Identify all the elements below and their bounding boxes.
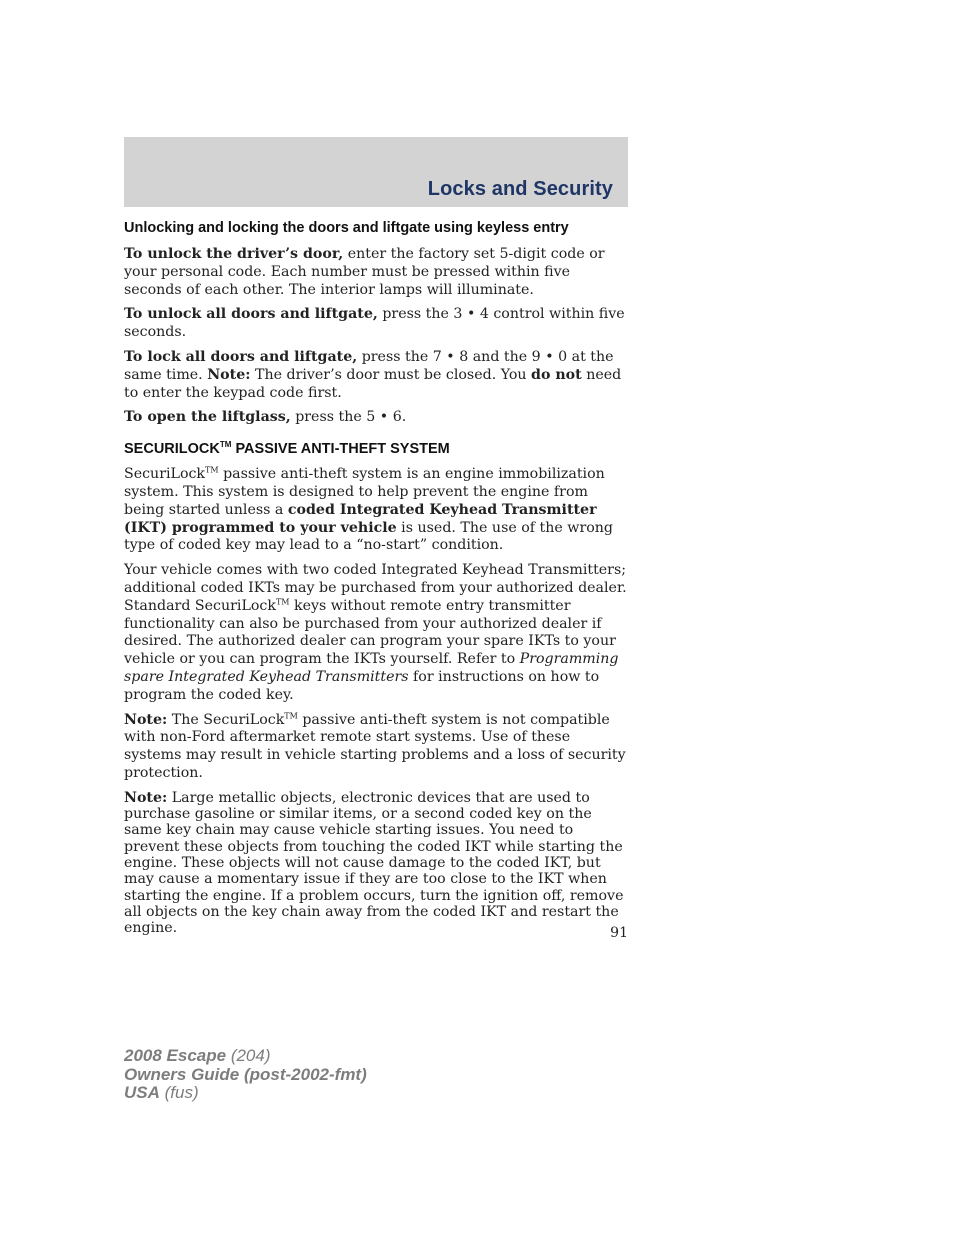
note-label: Note: [124, 711, 168, 728]
paragraph-text: press the 5 • 6. [290, 409, 407, 426]
unlock-driver-door-paragraph [124, 246, 629, 299]
page-number: 91 [610, 925, 628, 941]
bold-lead: To unlock all doors and liftgate, [124, 306, 378, 323]
emphasis-text: do not [531, 366, 582, 383]
remote-start-note-paragraph: Note: The SecuriLock™ passive anti-theft system is not compatible with non-Ford aftermarket remote start systems. Use of these systems may result in vehicle starting problems and a loss of security protection. [124, 710, 626, 781]
keyless-entry-heading: Unlocking and locking the doors and liftgate using keyless entry [124, 220, 569, 236]
bold-lead: To unlock the driver’s door, [124, 246, 344, 262]
note-label: Note: [207, 366, 251, 383]
paragraph-text: enter the factory set 5-digit code or your personal code. Each number must be pressed within five seconds of each other. The interior lamps will illuminate. [124, 246, 605, 298]
paragraph-text: press the 3 • 4 control within five seconds. [124, 306, 625, 341]
cross-reference: Programming spare Integrated Keyhead Transmitters [124, 651, 619, 685]
coded-keys-paragraph: Your vehicle comes with two coded Integrated Keyhead Transmitters; additional coded IKTs may be purchased from your authorized dealer. Standard SecuriLock™ keys without remote entry transmitter functionality can also be purchased from your authorized dealer if desired. The authorized dealer can program your spare IKTs to your vehicle or you can program the IKTs yourself. Refer to Programming spare Integrated Keyhead Transmitters for instructions on how to program the coded key. [124, 562, 627, 703]
open-liftglass-paragraph [124, 409, 629, 427]
footer-line-guide: Owners Guide (post-2002-fmt) [124, 1064, 367, 1084]
section-header-band [124, 137, 628, 207]
paragraph-text: press the 7 • 8 and the 9 • 0 at the same time. [124, 348, 614, 383]
metallic-objects-note-paragraph: Note: Large metallic objects, electronic devices that are used to purchase gasoline or similar items, or a second coded key on the same key chain may cause vehicle starting issues. You need to prevent these objects from touching the coded IKT while starting the engine. These objects will not cause damage to the coded IKT, but may cause a momentary issue if they are too close to the IKT when starting the engine. If a problem occurs, turn the ignition off, remove all objects on the key chain away from the coded IKT and restart the engine. [124, 789, 624, 937]
trademark-symbol: TM [219, 440, 232, 450]
page-content [124, 220, 629, 943]
bold-lead: To lock all doors and liftgate, [124, 348, 358, 365]
trademark-symbol: TM [275, 597, 290, 607]
note-label: Note: [124, 789, 168, 806]
bold-lead: To open the liftglass, [124, 409, 291, 426]
emphasis-text: coded Integrated Keyhead Transmitter (IKT) programmed to your vehicle [124, 501, 597, 536]
trademark-symbol: TM [284, 710, 298, 720]
footer-line-model: 2008 Escape (204) [124, 1046, 271, 1065]
paragraph-text: The driver’s door must be closed. You [250, 366, 532, 383]
trademark-symbol: TM [205, 465, 219, 475]
lock-all-doors-paragraph [124, 349, 629, 402]
securilock-intro-paragraph: SecuriLock™ passive anti-theft system is an engine immobilization system. This system is designed to help prevent the engine from being started unless a coded Integrated Keyhead Transmitter (IKT) programmed to your vehicle is used. The use of the wrong type of coded key may lead to a “no-start” condition. [124, 465, 613, 554]
unlock-all-doors-paragraph [124, 306, 629, 342]
footer-line-market: USA (fus) [124, 1083, 199, 1102]
securilock-heading: SECURILOCK™ PASSIVE ANTI-THEFT SYSTEM [124, 440, 450, 458]
paragraph-text: need to enter the keypad code first. [124, 366, 622, 401]
section-title: Locks and Security [427, 178, 613, 200]
document-footer [124, 1047, 367, 1103]
